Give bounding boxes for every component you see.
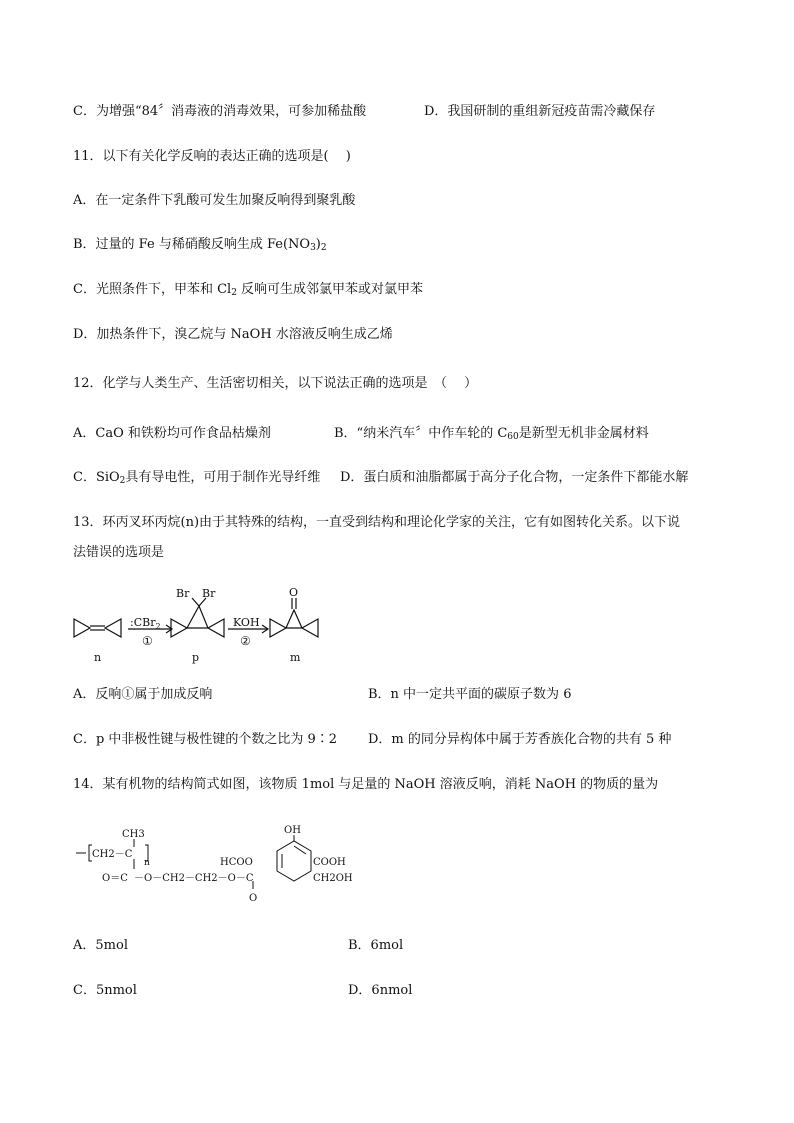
q11-option-b-text: B．过量的 Fe 与稀硝酸反响生成 Fe(NO	[73, 237, 311, 252]
q12-option-d: D．蛋白质和油脂都属于高分子化合物，一定条件下都能水解	[340, 470, 689, 485]
q12-stem: 12．化学与人类生产、生活密切相关，以下说法正确的选项是 （ ）	[73, 376, 478, 391]
q11-option-d: D．加热条件下，溴乙烷与 NaOH 水溶液反响生成乙烯	[73, 327, 393, 342]
q14-structure	[72, 823, 372, 913]
q11-option-c-sub: 2	[231, 288, 237, 298]
q13-stem-line2: 法错误的选项是	[73, 545, 165, 560]
scheme-step-2: ②	[240, 634, 251, 648]
q12-option-c	[73, 469, 320, 490]
scheme-step-1: ①	[142, 634, 153, 648]
m-left-ring	[270, 619, 286, 637]
q14-option-b: B．6mol	[348, 938, 404, 953]
struct-ch2oh: CH2OH	[313, 873, 353, 884]
q12-option-c-pre: C．SiO	[73, 470, 120, 485]
q11-stem: 11．以下有关化学反响的表达正确的选项是( )	[73, 149, 351, 164]
q13-option-a: A．反响①属于加成反响	[73, 687, 213, 702]
scheme-br-1: Br	[176, 587, 190, 600]
q14-stem: 14．某有机物的结构简式如图，该物质 1mol 与足量的 NaOH 溶液反响，消耗 NaOH 的物质的量为	[73, 777, 659, 792]
q13-stem-line1: 13．环丙叉环丙烷(n)由于其特殊的结构，一直受到结构和理论化学家的关注，它有如图转化关系。以下说	[73, 515, 681, 530]
struct-ch3: CH3	[122, 829, 145, 840]
q12-option-a: A．CaO 和铁粉均可作食品枯燥剂	[73, 426, 271, 441]
q12-option-b-sub: 60	[507, 432, 519, 442]
scheme-label-p: p	[192, 651, 200, 664]
struct-cooh: COOH	[313, 857, 346, 868]
n-right-ring	[105, 619, 121, 637]
scheme-oxygen: O	[289, 586, 299, 599]
struct-hcoo: HCOO	[220, 857, 253, 868]
q11-option-b-sub3: 3	[310, 243, 316, 253]
scheme-label-m: m	[290, 651, 301, 664]
q11-option-c	[73, 281, 423, 302]
struct-oc: O＝C	[102, 873, 128, 884]
q13-option-d: D．m 的同分异构体中属于芳香族化合物的共有 5 种	[368, 732, 672, 747]
q11-option-b-sub2: 2	[320, 243, 327, 253]
scheme-br-2: Br	[202, 587, 216, 600]
q14-option-a: A．5mol	[73, 938, 128, 953]
q14-option-d: D．6nmol	[348, 983, 413, 998]
q13-option-c: C．p 中非极性键与极性键的个数之比为 9∶2	[73, 732, 338, 747]
q12-option-b-pre: B．“纳米汽车〞中作车轮的 C	[334, 426, 508, 441]
q12-option-b	[334, 425, 649, 446]
q14-option-c: C．5nmol	[73, 983, 137, 998]
struct-oh-top: OH	[284, 825, 301, 836]
struct-n: n	[144, 858, 150, 868]
scheme-reagent-2: KOH	[233, 616, 260, 629]
struct-o-bottom: O	[249, 893, 258, 904]
q11-option-a: A．在一定条件下乳酸可发生加聚反响得到聚乳酸	[73, 193, 356, 208]
q12-option-b-post: 是新型无机非金属材料	[518, 426, 649, 441]
q10-option-d: D．我国研制的重组新冠疫苗需冷藏保存	[424, 104, 656, 119]
q13-reaction-scheme	[68, 582, 348, 672]
p-left-ring	[171, 619, 187, 637]
q10-option-c: C．为增强“84〞消毒液的消毒效果，可参加稀盐酸	[73, 104, 367, 119]
q11-option-c-post: 反响可生成邻氯甲苯或对氯甲苯	[236, 282, 424, 297]
q12-option-c-sub: 2	[119, 476, 126, 486]
n-left-ring	[74, 619, 90, 637]
q12-option-c-post: 具有导电性，可用于制作光导纤维	[125, 470, 321, 485]
q13-option-b: B．n 中一定共平面的碳原子数为 6	[368, 687, 572, 702]
scheme-reagent-1: :CBr$_2$	[130, 616, 161, 631]
q11-option-c-pre: C．光照条件下，甲苯和 Cl	[73, 282, 232, 297]
q11-option-b-paren: )	[315, 237, 321, 252]
struct-ch2c: CH2－C	[92, 849, 133, 860]
scheme-label-n: n	[94, 651, 102, 664]
struct-chain: －O－CH2－CH2－O－C	[134, 873, 254, 884]
q11-option-b	[73, 236, 327, 257]
